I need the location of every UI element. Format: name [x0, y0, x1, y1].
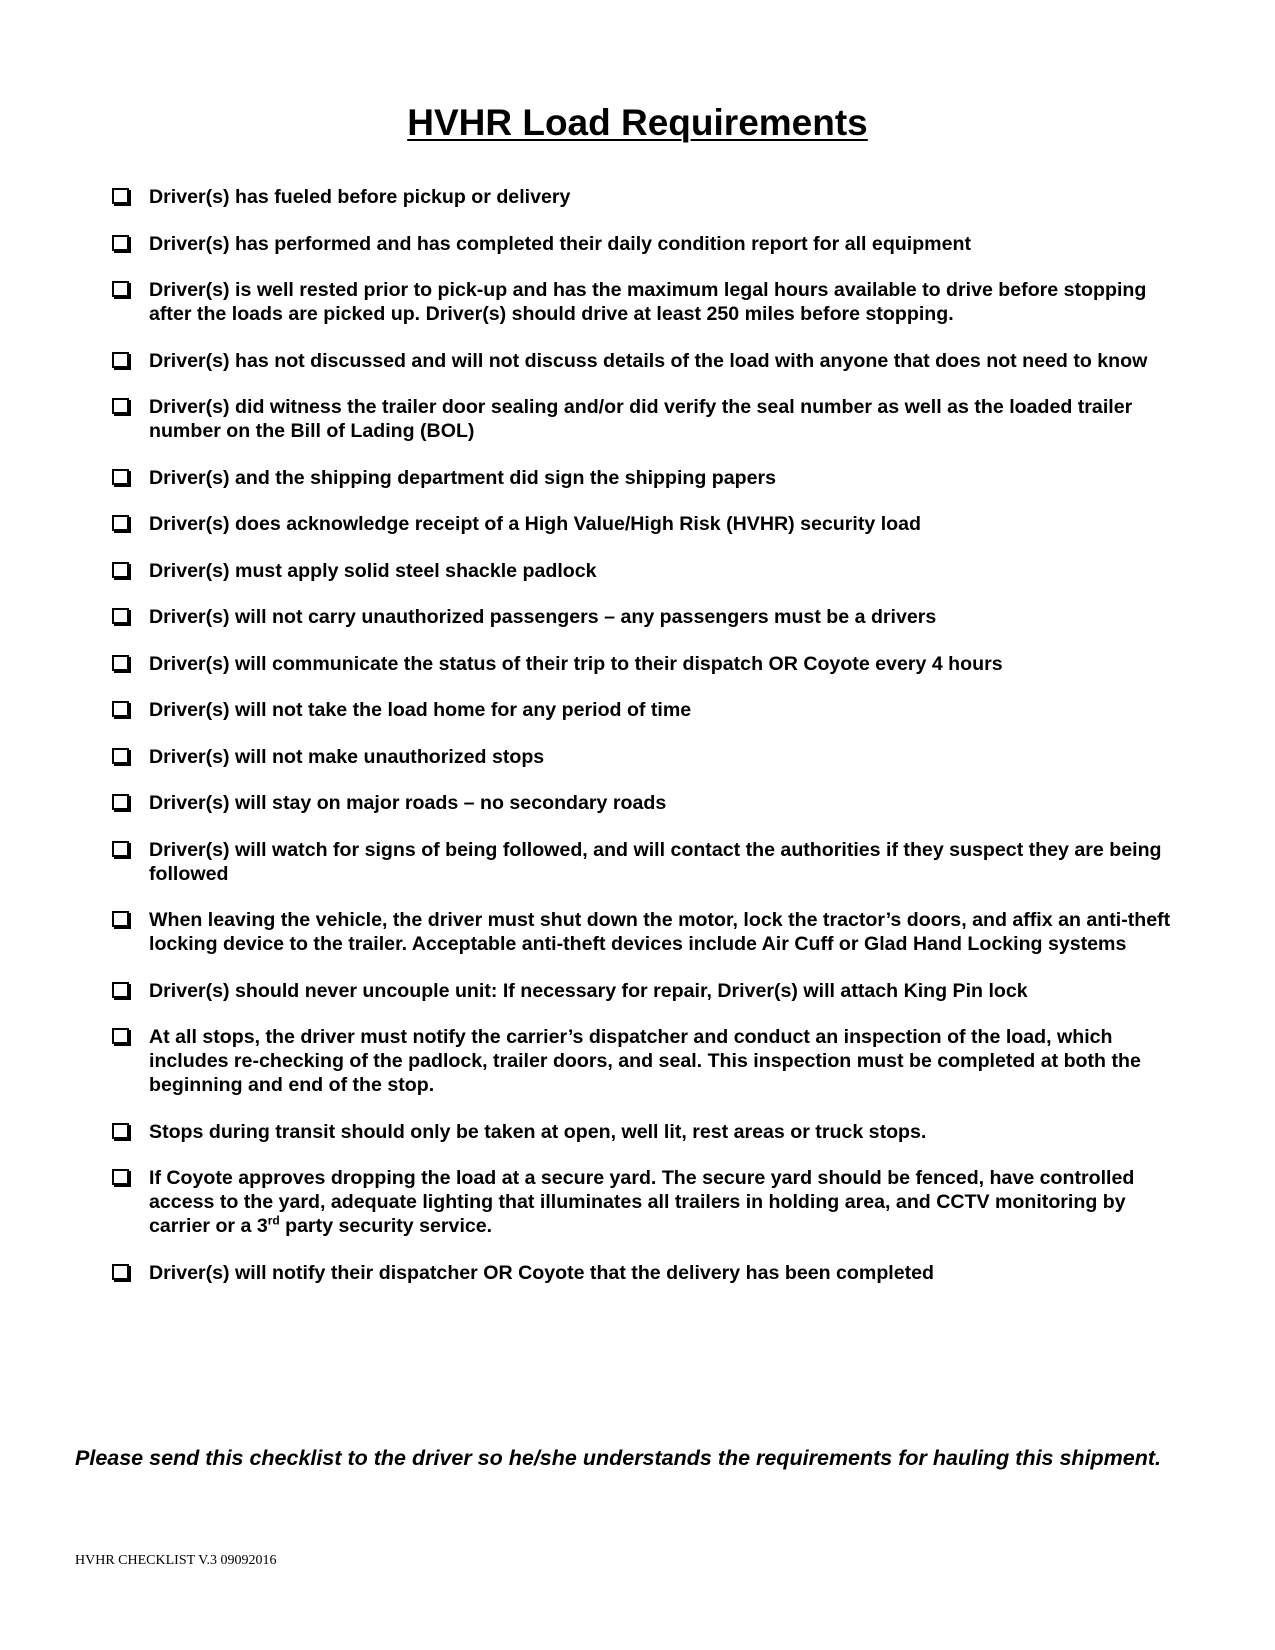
- checklist-item-text: Driver(s) has not discussed and will not discuss details of the load with anyone that does not need to know: [149, 349, 1148, 372]
- checklist-item-text: Driver(s) will not carry unauthorized passengers – any passengers must be a drivers: [149, 606, 937, 628]
- checklist-item: [112, 395, 1192, 443]
- checklist-item-text: Driver(s) has performed and has completed their daily condition report for all equipment: [149, 232, 971, 255]
- checklist-item: [112, 979, 1192, 1003]
- checkbox-icon[interactable]: [112, 841, 129, 857]
- checklist-item: [112, 745, 1192, 769]
- checkbox-icon[interactable]: [112, 281, 129, 297]
- checklist-item: [112, 838, 1192, 886]
- checklist-item-text: At all stops, the driver must notify the carrier’s dispatcher and conduct an inspection of the load, which includes re-checking of the padlock, trailer doors, and seal. This inspection must be completed at both the beginning and end of the stop.: [149, 1026, 1141, 1096]
- checkbox-icon[interactable]: [112, 235, 129, 251]
- page-title: HVHR Load Requirements: [407, 102, 868, 143]
- version-label: HVHR CHECKLIST V.3 09092016: [75, 1553, 277, 1568]
- checkbox-icon[interactable]: [112, 562, 129, 578]
- checklist-item-text: Stops during transit should only be taken at open, well lit, rest areas or truck stops.: [149, 1120, 927, 1143]
- checklist-item: [112, 908, 1192, 956]
- checklist-item: [112, 185, 1192, 209]
- checkbox-icon[interactable]: [112, 515, 129, 531]
- checklist-item-text: Driver(s) does acknowledge receipt of a High Value/High Risk (HVHR) security load: [149, 513, 921, 535]
- ordinal-suffix: rd: [267, 1213, 280, 1228]
- checklist-item: [112, 1025, 1192, 1097]
- checklist-item-text: Driver(s) should never uncouple unit: If necessary for repair, Driver(s) will attach King Pin lock: [149, 979, 1028, 1002]
- checklist-item: [112, 698, 1192, 722]
- checklist-item: [112, 278, 1192, 326]
- checklist-item-text: Driver(s) is well rested prior to pick-up and has the maximum legal hours available to drive before stopping after the loads are picked up. Driver(s) should drive at least 250 miles before stopping.: [149, 279, 1147, 325]
- checklist-item: [112, 232, 1192, 256]
- checkbox-icon[interactable]: [112, 1169, 129, 1185]
- checkbox-icon[interactable]: [112, 469, 129, 485]
- checklist-item: [112, 605, 1192, 629]
- checklist-item: [112, 791, 1192, 815]
- checklist-item: [112, 466, 1192, 490]
- checkbox-icon[interactable]: [112, 398, 129, 414]
- checklist-item-text: Driver(s) did witness the trailer door sealing and/or did verify the seal number as well as the loaded trailer number on the Bill of Lading (BOL): [149, 396, 1133, 442]
- footer-note: Please send this checklist to the driver so he/she understands the requirements for hauling this shipment.: [75, 1446, 1162, 1470]
- checkbox-icon[interactable]: [112, 608, 129, 624]
- checklist-item: [112, 652, 1192, 676]
- checklist-item-text: Driver(s) has fueled before pickup or delivery: [149, 186, 571, 208]
- checklist-item-text: Driver(s) will notify their dispatcher OR Coyote that the delivery has been completed: [149, 1261, 935, 1284]
- checklist-item-text-part: party security service.: [279, 1215, 493, 1237]
- checklist-item-text-part: If Coyote approves dropping the load at a secure yard. The secure yard should be fenced, have controlled access to the yard, adequate lighting that illuminates all trailers in holding area, and CCTV monitoring by carrier or a 3: [149, 1167, 1135, 1237]
- checkbox-icon[interactable]: [112, 188, 129, 204]
- checklist-item-text: Driver(s) will not make unauthorized stops: [149, 745, 545, 768]
- checkbox-icon[interactable]: [112, 982, 129, 998]
- checkbox-icon[interactable]: [112, 655, 129, 671]
- checklist-item: [112, 349, 1192, 373]
- checklist-item-text: Driver(s) will stay on major roads – no secondary roads: [149, 792, 667, 814]
- checkbox-icon[interactable]: [112, 794, 129, 810]
- checklist-item-text: Driver(s) will watch for signs of being followed, and will contact the authorities if they suspect they are being followed: [149, 838, 1162, 885]
- checklist-item: [112, 512, 1192, 536]
- checkbox-icon[interactable]: [112, 1123, 129, 1139]
- checkbox-icon[interactable]: [112, 701, 129, 717]
- checklist-item-text: When leaving the vehicle, the driver must shut down the motor, lock the tractor’s doors, and affix an anti-theft locking device to the trailer. Acceptable anti-theft devices include Air Cuff or Glad Hand Locking systems: [149, 909, 1171, 955]
- checkbox-icon[interactable]: [112, 911, 129, 927]
- checklist-item-text: Driver(s) will not take the load home for any period of time: [149, 699, 692, 721]
- checklist-item: [112, 559, 1192, 583]
- checkbox-icon[interactable]: [112, 1264, 129, 1280]
- checkbox-icon[interactable]: [112, 748, 129, 764]
- checklist-item: [112, 1120, 1192, 1144]
- checklist-item: [112, 1166, 1192, 1238]
- checklist-item-text: [149, 1167, 1134, 1237]
- checklist-item-text: Driver(s) must apply solid steel shackle padlock: [149, 559, 597, 582]
- requirements-checklist: [112, 185, 1192, 1307]
- checkbox-icon[interactable]: [112, 1028, 129, 1044]
- checklist-item-text: Driver(s) will communicate the status of their trip to their dispatch OR Coyote every 4 hours: [149, 652, 1003, 675]
- checklist-item: [112, 1261, 1192, 1285]
- checklist-item-text: Driver(s) and the shipping department did sign the shipping papers: [149, 466, 777, 489]
- checkbox-icon[interactable]: [112, 352, 129, 368]
